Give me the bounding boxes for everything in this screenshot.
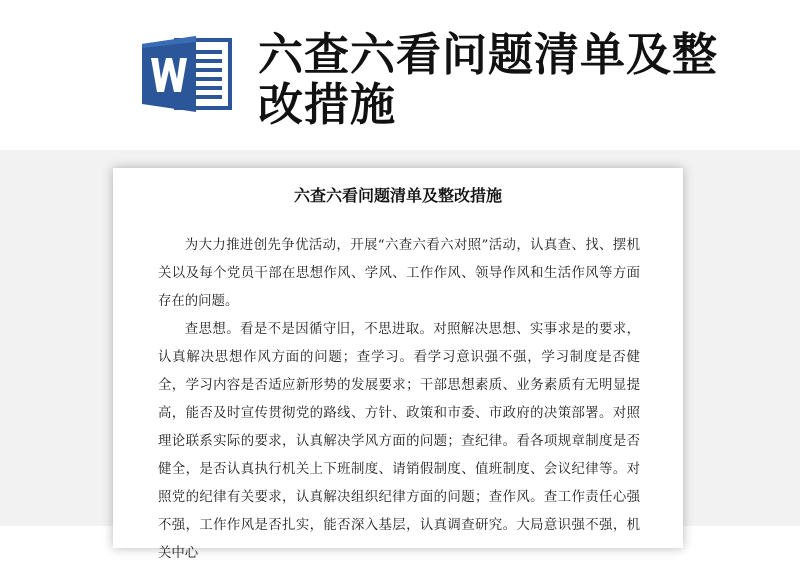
paragraph-intro: 为大力推进创先争优活动，开展“六查六看六对照”活动，认真查、找、摆机关以及每个党员干部在思想作风、学风、工作作风、领导作风和生活作风等方面存在的问题。 bbox=[158, 238, 640, 309]
document-body bbox=[158, 232, 640, 568]
document-page bbox=[113, 168, 683, 561]
banner-title: 六查六看问题清单及整改措施 bbox=[258, 28, 719, 131]
header-banner bbox=[0, 0, 800, 150]
word-document-icon bbox=[142, 34, 234, 114]
paragraph-checks: 查思想。看是不是因循守旧，不思进取。对照解决思想、实事求是的要求，认真解决思想作风方面的问题；查学习。看学习意识强不强，学习制度是否健全，学习内容是否适应新形势的发展要求；干部思想素质、业务素质有无明显提高，能否及时宣传贯彻党的路线、方针、政策和市委、市政府的决策部署。对照理论联系实际的要求，认真解决学风方面的问题；查纪律。看各项规章制度是否健全，是否认真执行机关上下班制度、请销假制度、值班制度、会议纪律等。对照党的纪律有关要求，认真解决组织纪律方面的问题；查作风。查工作责任心强不强，工作作风是否扎实，能否深入基层，认真调查研究。大局意识强不强，机关中心 bbox=[158, 322, 640, 561]
document-title: 六查六看问题清单及整改措施 bbox=[293, 186, 502, 205]
